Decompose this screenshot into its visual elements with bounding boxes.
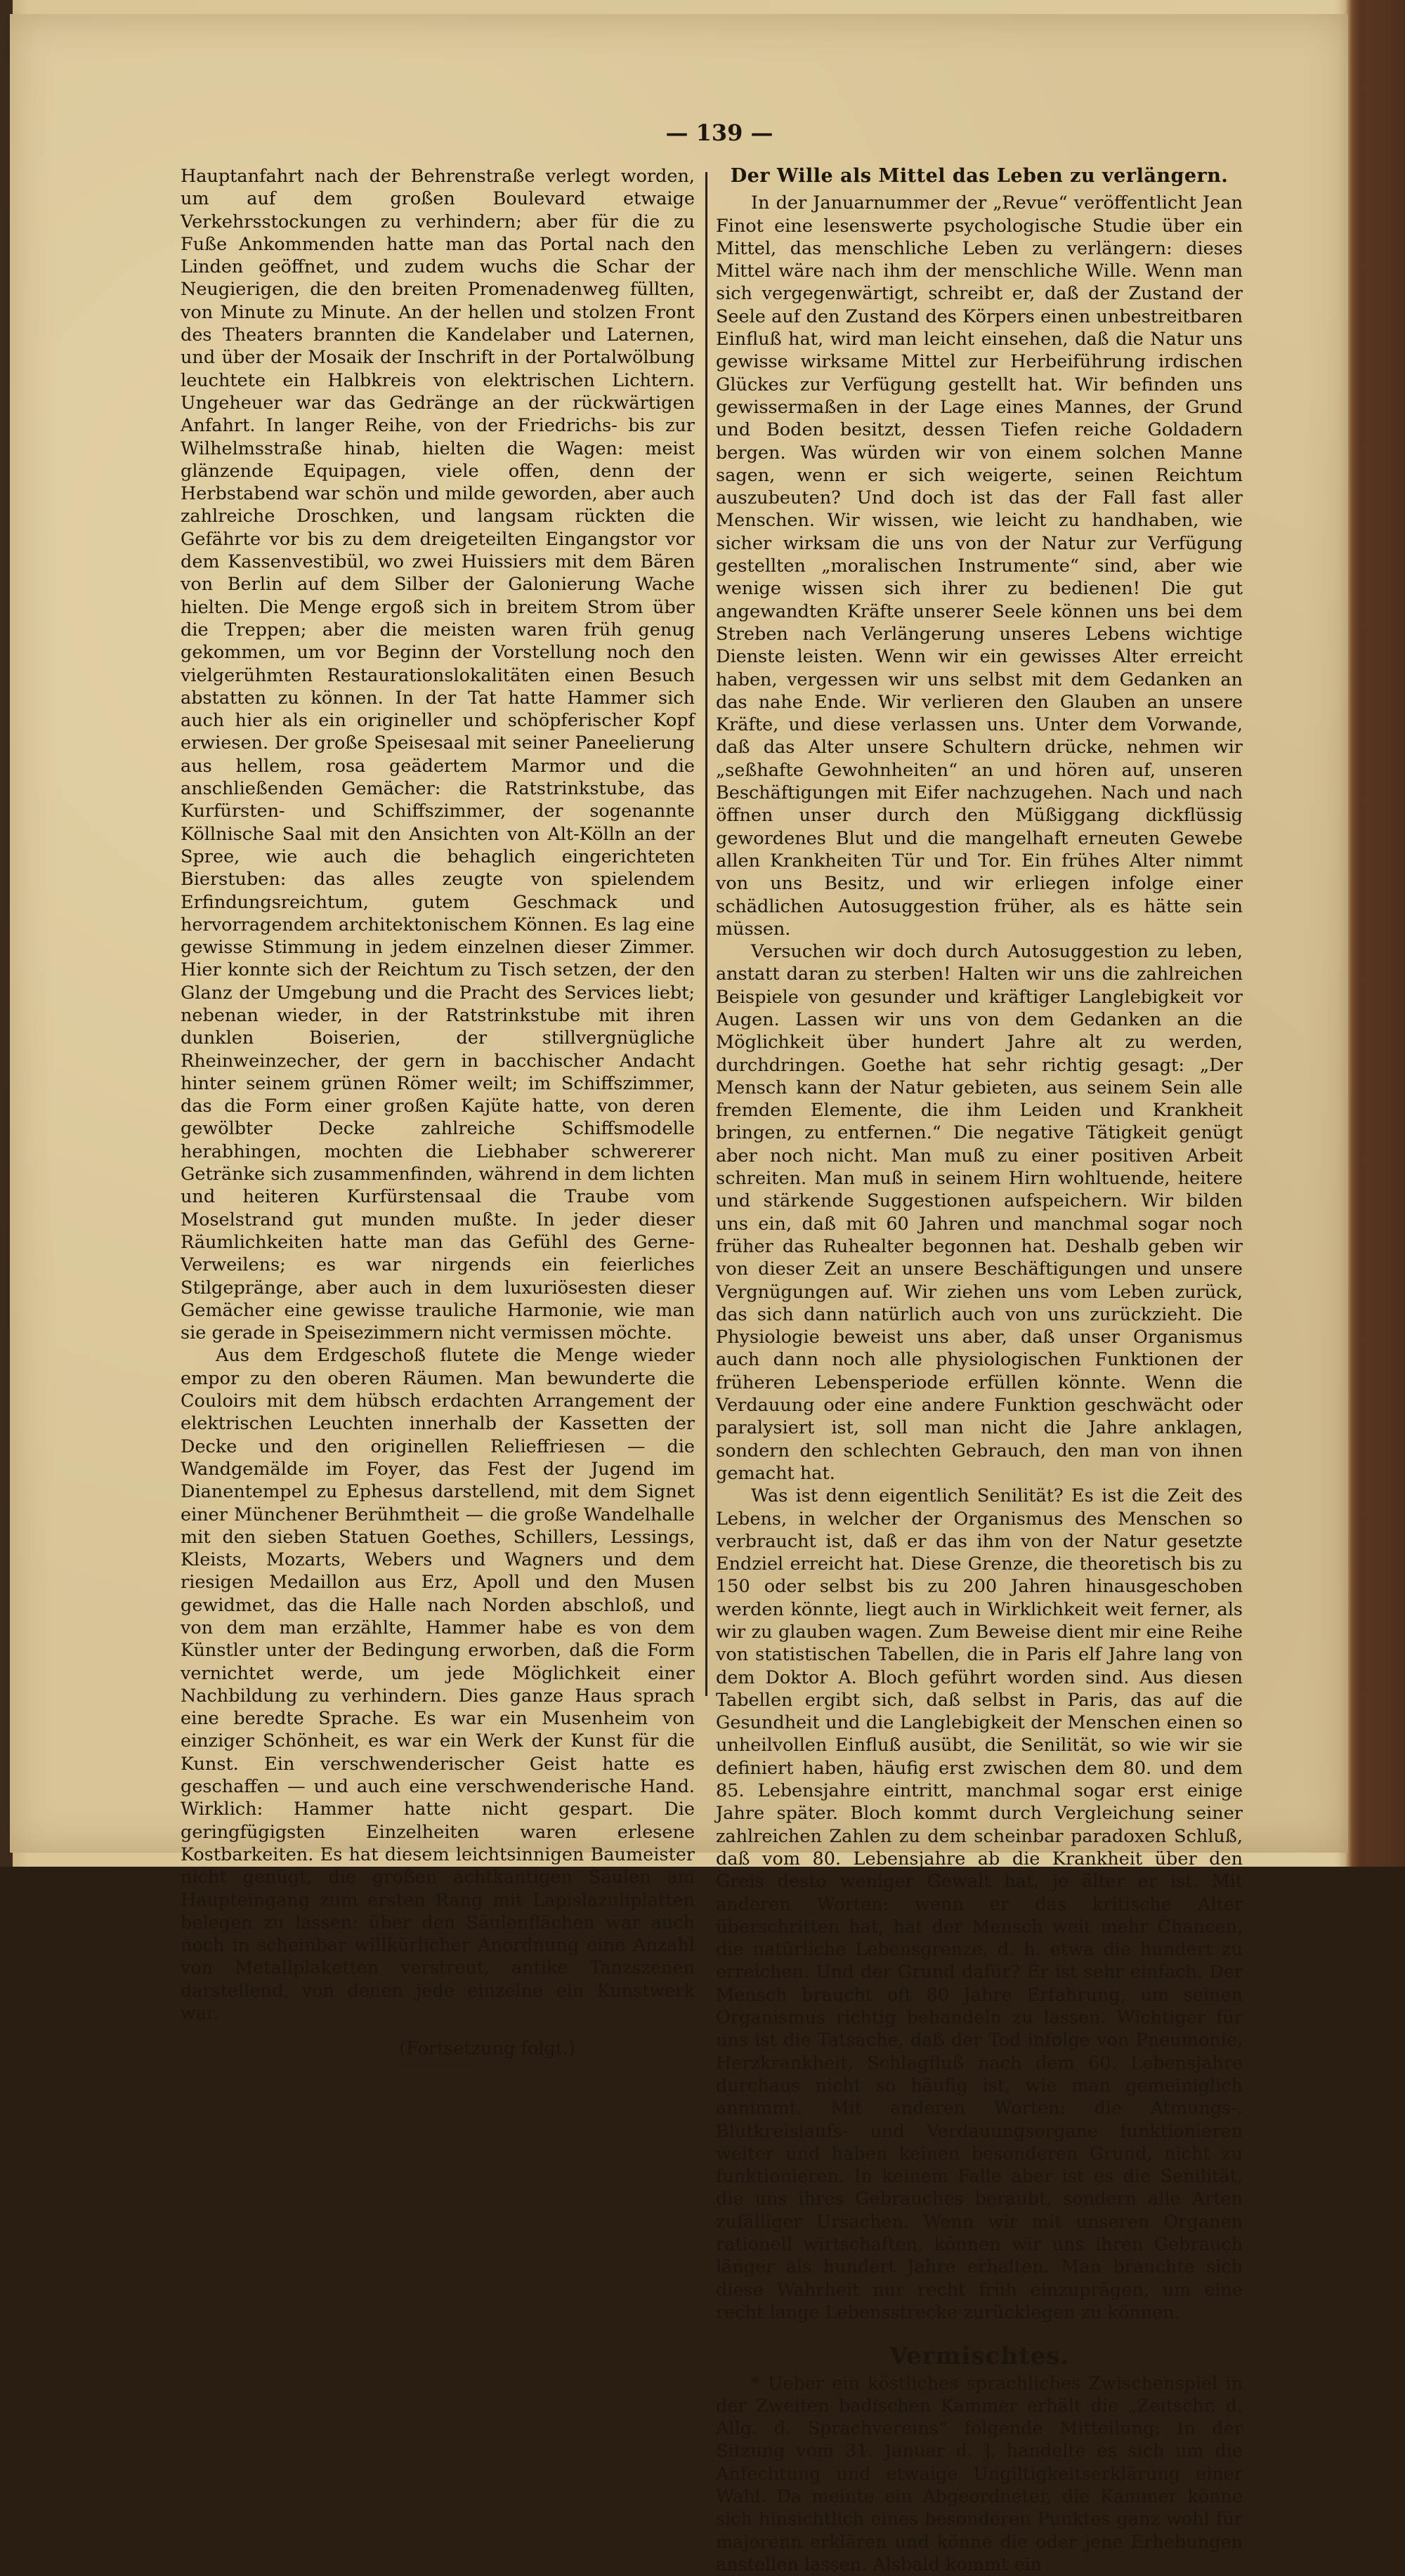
paragraph: In der Januarnummer der „Revue“ veröffentlicht Jean Finot eine lesenswerte psychologische Studie über ein Mittel, das menschliche Leben zu verlängern: dieses Mittel wäre nach ihm der menschliche Wille. Wenn man sich vergegenwärtigt, schreibt er, daß der Zustand der Seele auf den Zustand des Körpers einen unbestreitbaren Einfluß hat, wird man leicht einsehen, daß die Natur uns gewisse wirksame Mittel zur Herbeiführung irdischen Glückes zur Verfügung gestellt hat. Wir befinden uns gewissermaßen in der Lage eines Mannes, der Grund und Boden besitzt, dessen Tiefen reiche Goldadern bergen. Was würden wir von einem solchen Manne sagen, wenn er sich weigerte, seinen Reichtum auszubeuten? Und doch ist das der Fall fast aller Menschen. Wir wissen, wie leicht zu handhaben, wie sicher wirksam die uns von der Natur zur Verfügung gestellten „moralischen Instrumente“ sind, aber wie wenige wissen sich ihrer zu bedienen! Die gut angewandten Kräfte unserer Seele können uns bei dem Streben nach Verlängerung unseres Lebens wichtige Dienste leisten. Wenn wir ein gewisses Alter erreicht haben, vergessen wir uns selbst mit dem Gedanken an das nahe Ende. Wir verlieren den Glauben an unsere Kräfte, und diese verlassen uns. Unter dem Vorwande, daß das Alter unsere Schultern drücke, nehmen wir „seßhafte Gewohnheiten“ an und hören auf, unseren Beschäftigungen mit Eifer nachzugehen. Nach und nach öffnen unser durch den Müßiggang dickflüssig gewordenes Blut und die mangelhaft erneuten Gewebe allen Krankheiten Tür und Tor. Ein frühes Alter nimmt von uns Besitz, und wir erliegen infolge einer schädlichen Autosuggestion früher, als es hätte sein müssen. <box>716 192 1243 940</box>
paragraph: Aus dem Erdgeschoß flutete die Menge wieder empor zu den oberen Räumen. Man bewunderte die Couloirs mit dem hübsch erdachten Arrangement der elektrischen Leuchten innerhalb der Kassetten der Decke und den originellen Relieffriesen — die Wandgemälde im Foyer, das Fest der Jugend im Dianentempel zu Ephesus darstellend, mit dem Signet einer Münchener Berühmtheit — die große Wandelhalle mit den sieben Statuen Goethes, Schillers, Lessings, Kleists, Mozarts, Webers und Wagners und dem riesigen Medaillon aus Erz, Apoll und den Musen gewidmet, das die Halle nach Norden abschloß, und von dem man erzählte, Hammer habe es von dem Künstler unter der Bedingung erworben, daß die Form vernichtet werde, um jede Möglichkeit einer Nachbildung zu verhindern. Dies ganze Haus sprach eine beredte Sprache. Es war ein Musenheim von einziger Schönheit, es war ein Werk der Kunst für die Kunst. Ein verschwenderischer Geist hatte es geschaffen — und auch eine verschwenderische Hand. Wirklich: Hammer hatte nicht gespart. Die geringfügigsten Einzelheiten waren erlesene Kostbarkeiten. Es hat diesem leichtsinnigen Baumeister nicht genügt, die großen achtkantigen Säulen am Haupteingang zum ersten Rang mit Lapislazuliplatten belegen zu lassen: über den Säulenflächen war auch noch in scheinbar willkürlicher Anordnung eine Anzahl von Metallplaketten verstreut, antike Tanzszenen darstellend, von denen jede einzelne ein Kunstwerk war. <box>181 1344 695 2025</box>
page-number: — 139 — <box>663 119 776 146</box>
article-title: Der Wille als Mittel das Leben zu verlängern. <box>716 165 1243 188</box>
newspaper-page <box>10 14 1348 1853</box>
column-divider <box>705 172 707 1696</box>
end-rule <box>396 2072 480 2074</box>
paragraph: * Ueber ein köstliches sprachliches Zwischenspiel in der Zweiten badischen Kammer erhält die „Zeitschr. d. Allg. d. Sprachvereins“ folgende Mitteilung: In der Sitzung vom 31. Januar d. J. handelte es sich um die Anfechtung und etwaige Ungiltigkeitserklärung einer Wahl. Da meinte ein Abgeordneter, die Kammer könne sich hinsichtlich eines besonderen Punktes ganz wohl für majorenn erklären und könne die oder jene Erhebungen anstellen lassen. Alsbald kommt ein <box>716 2372 1243 2576</box>
paragraph: Versuchen wir doch durch Autosuggestion zu leben, anstatt daran zu sterben! Halten wir uns die zahlreichen Beispiele von gesunder und kräftiger Langlebigkeit vor Augen. Lassen wir uns von dem Gedanken an die Möglichkeit über hundert Jahre alt zu werden, durchdringen. Goethe hat sehr richtig gesagt: „Der Mensch kann der Natur gebieten, aus seinem Sein alle fremden Elemente, die ihm Leiden und Krankheit bringen, zu entfernen.“ Die negative Tätigkeit genügt aber noch nicht. Man muß zu einer positiven Arbeit schreiten. Man muß in seinem Hirn wohltuende, heitere und stärkende Suggestionen aufspeichern. Wir bilden uns ein, daß mit 60 Jahren und manchmal sogar noch früher das Ruhealter begonnen hat. Deshalb geben wir von dieser Zeit an unsere Beschäftigungen und unsere Vergnügungen auf. Wir ziehen uns vom Leben zurück, das sich dann natürlich auch von uns zurückzieht. Die Physiologie beweist uns aber, daß unser Organismus auch dann noch alle physiologischen Funktionen der früheren Lebensperiode erfüllen könnte. Wenn die Verdauung oder eine andere Funktion geschwächt oder paralysiert ist, soll man nicht die Jahre anklagen, sondern den schlechten Gebrauch, den man von ihnen gemacht hat. <box>716 940 1243 1485</box>
page-edge-shadow <box>1338 0 1405 1867</box>
left-column <box>181 165 695 2074</box>
section-title: Vermischtes. <box>716 2345 1243 2367</box>
paragraph: Was ist denn eigentlich Senilität? Es ist die Zeit des Lebens, in welcher der Organismus des Menschen so verbraucht ist, daß er das ihm von der Natur gesetzte Endziel erreicht hat. Diese Grenze, die theoretisch bis zu 150 oder selbst bis zu 200 Jahren hinausgeschoben werden könnte, liegt auch in Wirklichkeit weit ferner, als wir zu glauben wagen. Zum Beweise dient mir eine Reihe von statistischen Tabellen, die in Paris elf Jahre lang von dem Doktor A. Bloch geführt worden sind. Aus diesen Tabellen ergibt sich, daß selbst in Paris, das auf die Gesundheit und die Langlebigkeit der Menschen einen so unheilvollen Einfluß ausübt, die Senilität, so wie wir sie definiert haben, häufig erst zwischen dem 80. und dem 85. Lebensjahre eintritt, manchmal sogar erst einige Jahre später. Bloch kommt durch Vergleichung seiner zahlreichen Zahlen zu dem scheinbar paradoxen Schluß, daß vom 80. Lebensjahre ab die Krankheit über den Greis desto weniger Gewalt hat, je älter er ist. Mit anderen Worten: wenn er das kritische Alter überschritten hat, hat der Mensch weit mehr Chancen, die natürliche Lebensgrenze, d. h. etwa die hundert zu erreichen. Und der Grund dafür? Er ist sehr einfach. Der Mensch braucht oft 80 Jahre Erfahrung, um seinen Organismus richtig behandeln zu lassen. Wichtiger für uns ist die Tatsache, daß der Tod infolge von Pneumonie, Herzkrankheit, Schlagfluß nach dem 60. Lebensjahre durchaus nicht so häufig ist, wie man gemeiniglich annimmt. Mit anderen Worten: die Atmungs-, Blutkreislaufs- und Verdauungsorgane funktionieren weiter und haben keinen besonderen Grund, nicht zu funktionieren. In keinem Falle aber ist es die Senilität, die uns ihres Gebrauches beraubt, sondern alle Arten zufälliger Ursachen. Wenn wir mit unseren Organen rationell wirtschaften, können wir uns ihren Gebrauch länger als hundert Jahre erhalten. Man brauchte sich diese Wahrheit nur recht früh einzuprägen, um eine recht lange Lebensstrecke zurücklegen zu können. <box>716 1485 1243 2324</box>
paragraph: Hauptanfahrt nach der Behrenstraße verlegt worden, um auf dem großen Boulevard etwaige Verkehrsstockungen zu verhindern; aber für die zu Fuße Ankommenden hatte man das Portal nach den Linden geöffnet, und zudem wuchs die Schar der Neugierigen, die den breiten Promenadenweg füllten, von Minute zu Minute. An der hellen und stolzen Front des Theaters brannten die Kandelaber und Laternen, und über der Mosaik der Inschrift in der Portalwölbung leuchtete ein Halbkreis von elektrischen Lichtern. Ungeheuer war das Gedränge an der rückwärtigen Anfahrt. In langer Reihe, von der Friedrichs- bis zur Wilhelmsstraße hinab, hielten die Wagen: meist glänzende Equipagen, viele offen, denn der Herbstabend war schön und milde geworden, aber auch zahlreiche Droschken, und langsam rückten die Gefährte vor bis zu dem dreigeteilten Eingangstor vor dem Kassenvestibül, wo zwei Huissiers mit dem Bären von Berlin auf dem Silber der Galonierung Wache hielten. Die Menge ergoß sich in breitem Strom über die Treppen; aber die meisten waren früh genug gekommen, um vor Beginn der Vorstellung noch den vielgerühmten Restaurationslokalitäten einen Besuch abstatten zu können. In der Tat hatte Hammer sich auch hier als ein origineller und schöpferischer Kopf erwiesen. Der große Speisesaal mit seiner Paneelierung aus hellem, rosa geädertem Marmor und die anschließenden Gemächer: die Ratstrinkstube, das Kurfürsten- und Schiffszimmer, der sogenannte Köllnische Saal mit den Ansichten von Alt-Kölln an der Spree, wie auch die behaglich eingerichteten Bierstuben: das alles zeugte von spielendem Erfindungsreichtum, gutem Geschmack und hervorragendem architektonischem Können. Es lag eine gewisse Stimmung in jedem einzelnen dieser Zimmer. Hier konnte sich der Reichtum zu Tisch setzen, der den Glanz der Umgebung und die Pracht des Services liebt; nebenan wieder, in der Ratstrinkstube mit ihren dunklen Boiserien, der stillvergnügliche Rheinweinzecher, der gern in bacchischer Andacht hinter seinem grünen Römer weilt; im Schiffszimmer, das die Form einer großen Kajüte hatte, von deren gewölbter Decke zahlreiche Schiffsmodelle herabhingen, mochten die Liebhaber schwererer Getränke sich zusammenfinden, während in dem lichten und heiteren Kurfürstensaal die Traube vom Moselstrand gut munden mußte. In jeder dieser Räumlichkeiten hatte man das Gefühl des Gerne-Verweilens; es war nirgends ein feierliches Stilgepränge, aber auch in dem luxuriösesten dieser Gemächer eine gewisse trauliche Harmonie, wie man sie gerade in Speisezimmern nicht vermissen möchte. <box>181 165 695 1344</box>
right-column <box>716 165 1243 2576</box>
continuation-note: (Fortsetzung folgt.) <box>181 2037 695 2060</box>
